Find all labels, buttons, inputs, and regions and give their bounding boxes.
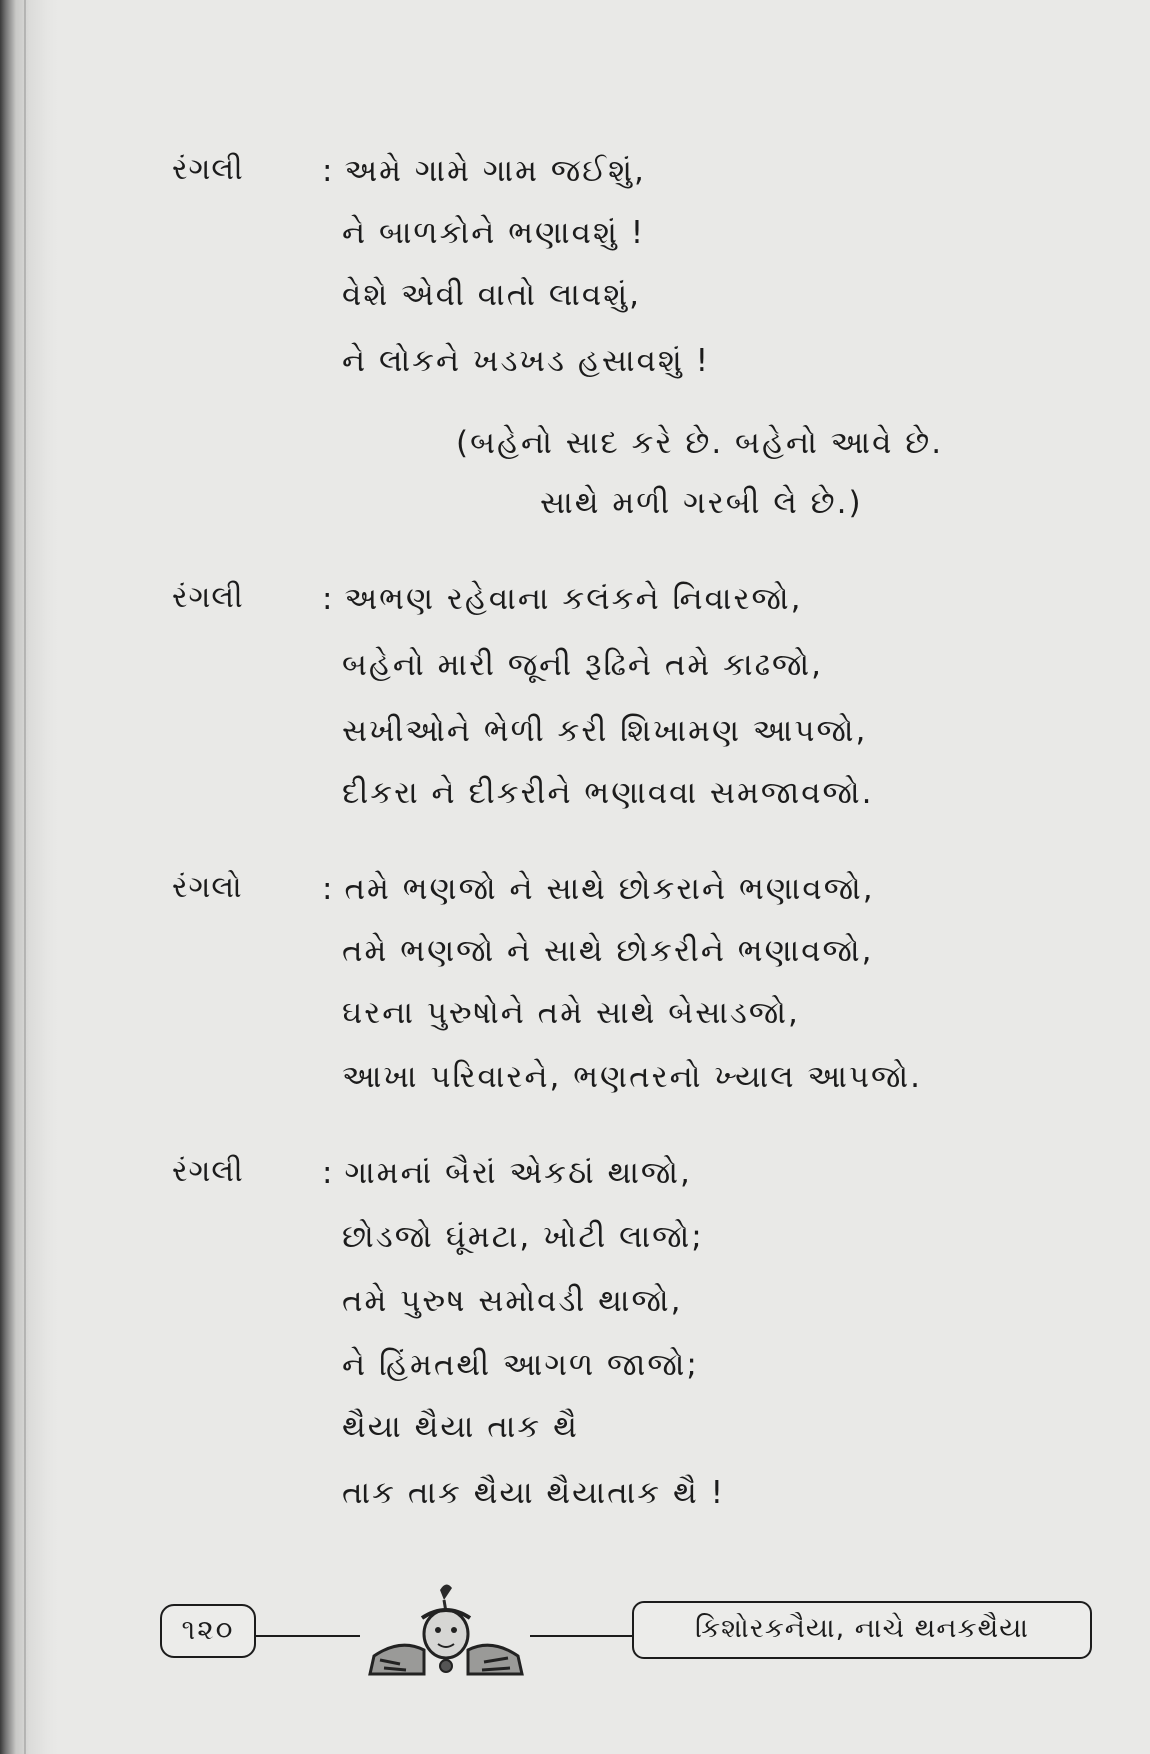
page-number: ૧૨૦: [160, 1604, 256, 1658]
verse-text: અમે ગામે ગામ જઈશું,: [344, 153, 646, 189]
binding-line: [24, 0, 26, 1754]
verse-line: : અમે ગામે ગામ જઈશું,: [322, 153, 646, 189]
verse-line: સખીઓને ભેળી કરી શિખામણ આપજો,: [342, 713, 868, 749]
verse-line: આખા પરિવારને, ભણતરનો ખ્યાલ આપજો.: [342, 1059, 922, 1095]
verse-line: દીકરા ને દીકરીને ભણાવવા સમજાવજો.: [342, 775, 874, 811]
verse-line: ને બાળકોને ભણાવશું !: [342, 215, 646, 251]
speaker-label: રંગલી: [172, 152, 244, 187]
book-spine: [0, 0, 58, 1754]
verse-line: ને હિંમતથી આગળ જાજો;: [342, 1347, 699, 1383]
verse-text: અભણ રહેવાના કલંકને નિવારજો,: [344, 581, 803, 617]
stage-direction-line-1: (બહેનો સાદ કરે છે. બહેનો આવે છે.: [456, 425, 944, 461]
verse-line: : તમે ભણજો ને સાથે છોકરાને ભણાવજો,: [322, 871, 875, 907]
book-title: કિશોરકનૈયા, નાચે થનકથૈયા: [632, 1601, 1092, 1659]
verse-line: તાક તાક થૈયા થૈયાતાક થૈ !: [342, 1475, 726, 1511]
verse-line: થૈયા થૈયા તાક થૈ: [342, 1409, 579, 1445]
verse-line: : અભણ રહેવાના કલંકને નિવારજો,: [322, 581, 803, 617]
verse-text: ગામનાં બૈરાં એકઠાં થાજો,: [344, 1155, 692, 1191]
speaker-label: રંગલી: [172, 580, 244, 615]
krishna-emblem-icon: [360, 1578, 530, 1678]
verse-line: : ગામનાં બૈરાં એકઠાં થાજો,: [322, 1155, 692, 1191]
verse-text: તમે ભણજો ને સાથે છોકરાને ભણાવજો,: [344, 871, 875, 907]
verse-line: તમે પુરુષ સમોવડી થાજો,: [342, 1283, 683, 1319]
stage-direction-line-2: સાથે મળી ગરબી લે છે.): [540, 485, 863, 521]
speaker-label: રંગલો: [172, 870, 243, 905]
speaker-label: રંગલી: [172, 1154, 244, 1189]
verse-line: ઘરના પુરુષોને તમે સાથે બેસાડજો,: [342, 995, 800, 1031]
verse-line: છોડજો ઘૂંમટા, ખોટી લાજો;: [342, 1219, 704, 1255]
verse-line: વેશે એવી વાતો લાવશું,: [342, 277, 641, 313]
verse-line: બહેનો મારી જૂની રૂઢિને તમે કાઢજો,: [342, 647, 823, 683]
verse-line: તમે ભણજો ને સાથે છોકરીને ભણાવજો,: [342, 933, 874, 969]
verse-line: ને લોકને ખડખડ હસાવશું !: [342, 343, 711, 379]
